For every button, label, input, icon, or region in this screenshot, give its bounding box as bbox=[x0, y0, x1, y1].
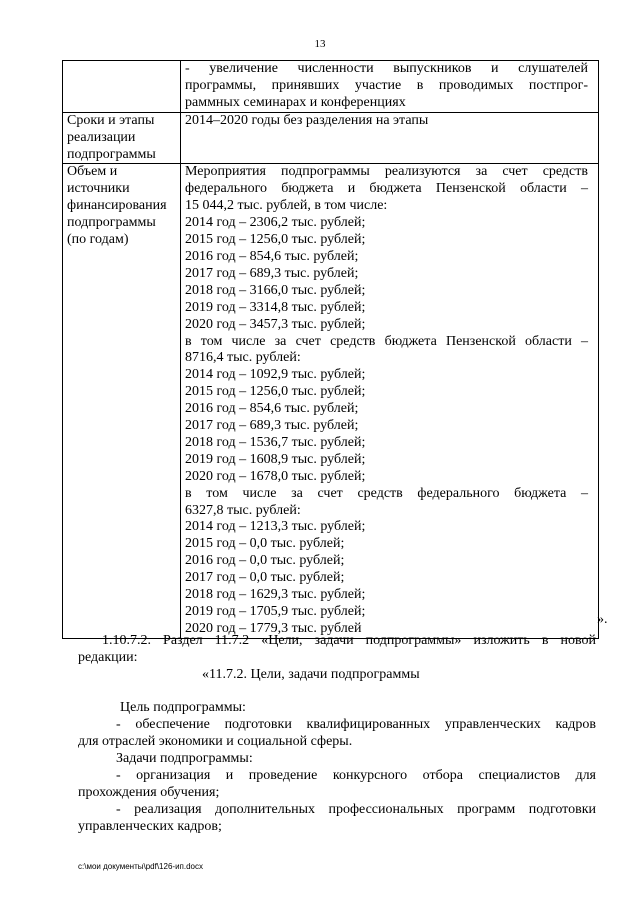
tasks-label: Задачи подпрограммы: bbox=[116, 751, 253, 766]
table-cell-line: 2017 год – 689,3 тыс. рублей; bbox=[185, 265, 359, 281]
goals-block bbox=[78, 699, 596, 835]
table-row bbox=[63, 164, 599, 638]
table-cell-right bbox=[181, 61, 599, 113]
table-row bbox=[63, 112, 599, 164]
table-cell-line: (по годам) bbox=[67, 232, 129, 248]
table-cell-line: 2014 год – 1213,3 тыс. рублей; bbox=[185, 519, 366, 535]
table-cell-line: 2014 год – 1092,9 тыс. рублей; bbox=[185, 367, 366, 383]
task-item: прохождения обучения; bbox=[78, 785, 220, 800]
table-cell-line: 2020 год – 1678,0 тыс. рублей; bbox=[185, 468, 366, 484]
section-instruction bbox=[78, 632, 596, 666]
table-cell-line: 2018 год – 1629,3 тыс. рублей; bbox=[185, 587, 366, 603]
table-cell-line: в том числе за счет средств федерального бюджета – bbox=[185, 485, 588, 501]
table-cell-line: федерального бюджета и бюджета Пензенской области – bbox=[185, 181, 588, 197]
table-cell-line: - увеличение численности выпускников и слушателей bbox=[185, 61, 588, 76]
table-cell-right bbox=[181, 164, 599, 638]
table-cell-line: источники bbox=[67, 181, 130, 197]
table-cell-line: 2017 год – 0,0 тыс. рублей; bbox=[185, 570, 345, 586]
table-cell-line: 2016 год – 0,0 тыс. рублей; bbox=[185, 553, 345, 569]
table-cell-line: программы, принявших участие в проводимых постпрог- bbox=[185, 77, 588, 93]
table-cell-line: раммных семинарах и конференциях bbox=[185, 94, 406, 110]
goal-label: Цель подпрограммы: bbox=[120, 700, 246, 715]
table-cell-line: 2016 год – 854,6 тыс. рублей; bbox=[185, 248, 359, 264]
section-heading: «11.7.2. Цели, задачи подпрограммы bbox=[202, 667, 420, 682]
table-cell-line: подпрограммы bbox=[67, 215, 156, 231]
table-cell-line: 2020 год – 3457,3 тыс. рублей; bbox=[185, 316, 366, 332]
section-instruction-line: 1.10.7.2. Раздел 11.7.2 «Цели, задачи подпрограммы» изложить в новой bbox=[102, 633, 596, 648]
table-cell-line: реализации bbox=[67, 129, 136, 145]
table-cell-line: 2018 год – 1536,7 тыс. рублей; bbox=[185, 434, 366, 450]
file-path-footer: c:\мои документы\pdf\126-ип.docx bbox=[78, 862, 203, 871]
section-instruction-line: редакции: bbox=[78, 650, 138, 665]
closing-quote: ». bbox=[597, 612, 608, 627]
table-cell-line: 2015 год – 1256,0 тыс. рублей; bbox=[185, 384, 366, 400]
page-number: 13 bbox=[314, 38, 326, 50]
goal-item: для отраслей экономики и социальной сферы. bbox=[78, 734, 353, 749]
table-cell-line: 6327,8 тыс. рублей: bbox=[185, 502, 301, 518]
table-cell-left bbox=[63, 61, 181, 113]
table-cell-line: 2015 год – 0,0 тыс. рублей; bbox=[185, 536, 345, 552]
table-cell-line: подпрограммы bbox=[67, 146, 156, 162]
task-item: - реализация дополнительных профессиональных программ подготовки bbox=[116, 802, 596, 817]
table-cell-line: 2019 год – 3314,8 тыс. рублей; bbox=[185, 299, 366, 315]
table-cell-line: 2017 год – 689,3 тыс. рублей; bbox=[185, 418, 359, 434]
task-item: - организация и проведение конкурсного отбора специалистов для bbox=[116, 768, 596, 783]
table-cell-line: 2019 год – 1608,9 тыс. рублей; bbox=[185, 451, 366, 467]
table-cell-left bbox=[63, 112, 181, 164]
subprogram-passport-table bbox=[62, 60, 599, 639]
table-cell-line: 15 044,2 тыс. рублей, в том числе: bbox=[185, 198, 388, 214]
table-cell-line: финансирования bbox=[67, 198, 167, 214]
table-cell-line: Объем и bbox=[67, 164, 118, 180]
table-cell-line: 2014 год – 2306,2 тыс. рублей; bbox=[185, 215, 366, 231]
table-cell-line: 2020 год – 1779,3 тыс. рублей bbox=[185, 620, 362, 636]
table-cell-line: 2019 год – 1705,9 тыс. рублей; bbox=[185, 604, 366, 619]
table-cell-line: в том числе за счет средств бюджета Пензенской области – bbox=[185, 333, 588, 349]
table-cell-line: Мероприятия подпрограммы реализуются за счет средств bbox=[185, 164, 588, 180]
table-cell-right bbox=[181, 112, 599, 164]
table-row bbox=[63, 61, 599, 113]
table-cell-line: 2018 год – 3166,0 тыс. рублей; bbox=[185, 282, 366, 298]
table-cell-line: 2016 год – 854,6 тыс. рублей; bbox=[185, 401, 359, 417]
table-cell-line: 2015 год – 1256,0 тыс. рублей; bbox=[185, 232, 366, 248]
goal-item: - обеспечение подготовки квалифицированных управленческих кадров bbox=[116, 717, 596, 732]
task-item: управленческих кадров; bbox=[78, 819, 222, 834]
table-cell-line: Сроки и этапы bbox=[67, 112, 155, 128]
table-cell-line: 8716,4 тыс. рублей: bbox=[185, 350, 301, 366]
table-cell-left bbox=[63, 164, 181, 638]
table-cell-line: 2014–2020 годы без разделения на этапы bbox=[185, 112, 429, 128]
